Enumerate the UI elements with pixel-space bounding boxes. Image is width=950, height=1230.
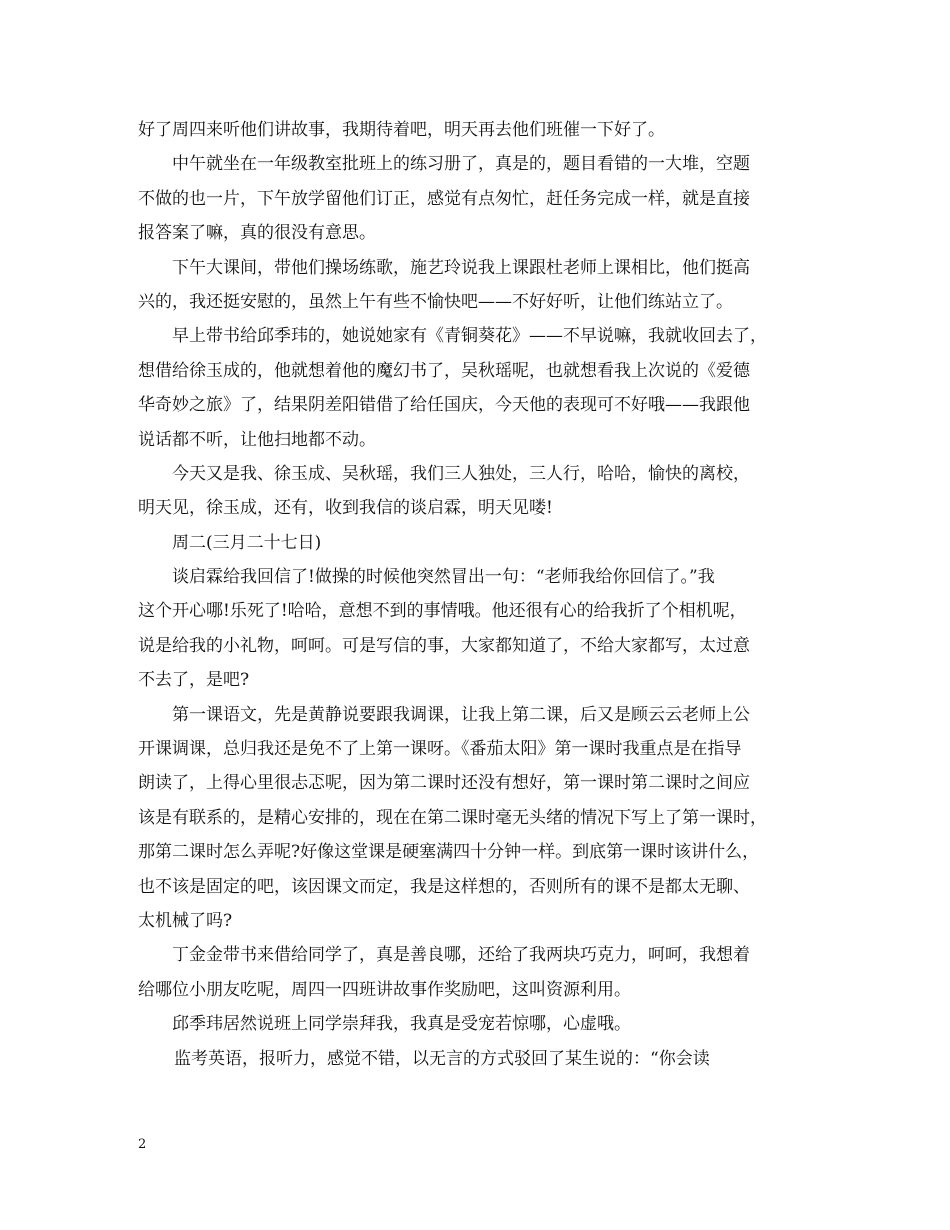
text-line-28: 监考英语，报听力，感觉不错，以无言的方式驳回了某生说的：“你会读 [174, 1048, 710, 1069]
text-line-23: 也不该是固定的吧，该因课文而定，我是这样想的，否则所有的课不是都太无聊、 [138, 876, 750, 897]
section-heading-date: 周二(三月二十七日) [172, 532, 322, 553]
text-line-19: 开课调课，总归我还是免不了上第一课呀。《番茄太阳》第一课时我重点是在指导 [138, 739, 742, 760]
text-line-7: 早上带书给邱季玮的，她说她家有《青铜葵花》——不早说嘛，我就收回去了， [172, 326, 767, 347]
text-line-8: 想借给徐玉成的，他就想着他的魔幻书了，吴秋瑶呢，也就想看我上次说的《爱德 [138, 360, 750, 381]
text-line-17: 不去了，是吧? [138, 670, 250, 691]
text-line-14: 谈启霖给我回信了!做操的时候他突然冒出一句：“老师我给你回信了。”我 [172, 567, 715, 588]
text-line-18: 第一课语文，先是黄静说要跟我调课，让我上第二课，后又是顾云云老师上公 [172, 704, 750, 725]
body-text [138, 113, 828, 1076]
text-line-6: 兴的，我还挺安慰的，虽然上午有些不愉快吧——不好好听，让他们练站立了。 [138, 291, 733, 312]
text-line-22: 那第二课时怎么弄呢?好像这堂课是硬塞满四十分钟一样。到底第一课时该讲什么， [138, 842, 760, 863]
text-line-15: 这个开心哪!乐死了!哈哈，意想不到的事情哦。他还很有心的给我折了个相机呢， [138, 601, 747, 622]
text-line-2: 中午就坐在一年级教室批班上的练习册了，真是的，题目看错的一大堆，空题 [172, 154, 750, 175]
text-line-5: 下午大课间，带他们操场练歌，施艺玲说我上课跟杜老师上课相比，他们挺高 [172, 257, 750, 278]
text-line-4: 报答案了嘛，真的很没有意思。 [138, 223, 376, 244]
text-line-11: 今天又是我、徐玉成、吴秋瑶，我们三人独处，三人行，哈哈，愉快的离校， [172, 463, 750, 484]
text-line-20: 朗读了，上得心里很忐忑呢，因为第二课时还没有想好，第一课时第二课时之间应 [138, 773, 750, 794]
text-line-9: 华奇妙之旅》了，结果阴差阳错借了给任国庆，今天他的表现可不好哦——我跟他 [138, 395, 750, 416]
text-line-24: 太机械了吗? [138, 910, 233, 931]
text-line-1: 好了周四来听他们讲故事，我期待着吧，明天再去他们班催一下好了。 [138, 120, 665, 140]
text-line-21: 该是有联系的，是精心安排的，现在在第二课时毫无头绪的情况下写上了第一课时， [138, 807, 767, 828]
text-line-3: 不做的也一片，下午放学留他们订正，感觉有点匆忙，赶任务完成一样，就是直接 [138, 188, 750, 209]
text-line-25: 丁金金带书来借给同学了，真是善良哪，还给了我两块巧克力，呵呵，我想着 [172, 945, 750, 966]
text-line-16: 说是给我的小礼物，呵呵。可是写信的事，大家都知道了，不给大家都写，太过意 [138, 635, 750, 656]
text-line-12: 明天见，徐玉成，还有，收到我信的谈启霖，明天见喽! [138, 498, 553, 519]
text-line-26: 给哪位小朋友吃呢，周四一四班讲故事作奖励吧，这叫资源利用。 [138, 979, 631, 1000]
page-number: 2 [138, 1137, 147, 1152]
text-line-10: 说话都不听，让他扫地都不动。 [138, 429, 376, 450]
text-line-27: 邱季玮居然说班上同学崇拜我，我真是受宠若惊哪，心虚哦。 [172, 1014, 631, 1035]
